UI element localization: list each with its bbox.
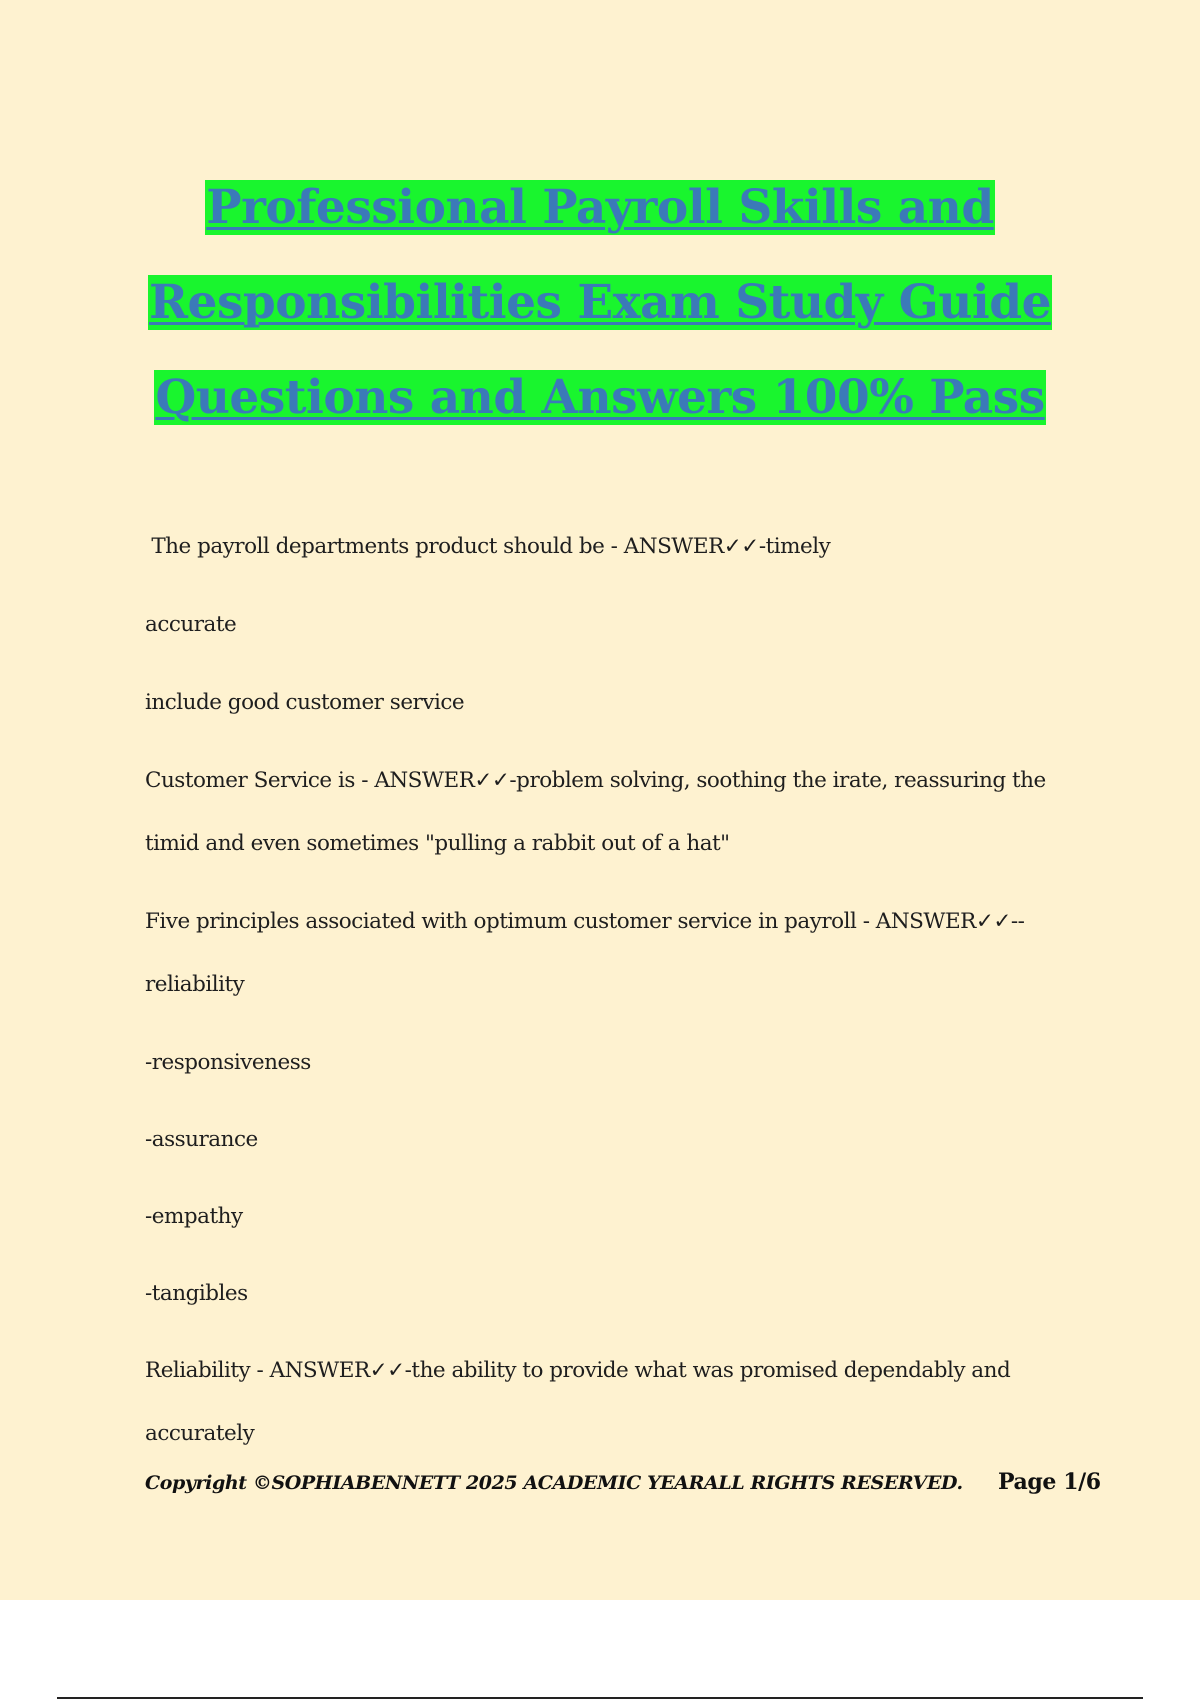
paragraph-tangibles: -tangibles: [145, 1281, 248, 1306]
paragraph-reliability: reliability: [145, 972, 245, 997]
bottom-divider: [57, 1697, 1143, 1699]
paragraph-responsiveness: -responsiveness: [145, 1050, 311, 1075]
paragraph-assurance: -assurance: [145, 1127, 258, 1152]
title-line-1: Professional Payroll Skills and: [206, 180, 994, 235]
paragraph-answer-accurate: accurate: [145, 612, 237, 637]
title-line-2: Responsibilities Exam Study Guide: [148, 275, 1052, 330]
paragraph-empathy: -empathy: [145, 1204, 243, 1229]
paragraph-question-1: The payroll departments product should be - ANSWER✓✓-timely: [145, 534, 831, 559]
paragraph-question-3: Five principles associated with optimum customer service in payroll - ANSWER✓✓--: [145, 909, 1025, 934]
paragraph-question-2: Customer Service is - ANSWER✓✓-problem solving, soothing the irate, reassuring the: [145, 768, 1046, 793]
document-title: [0, 160, 1200, 445]
paragraph-question-2-cont: timid and even sometimes "pulling a rabbit out of a hat": [145, 831, 730, 856]
footer-page-number: Page 1/6: [998, 1469, 1101, 1495]
paragraph-answer-customer-service: include good customer service: [145, 690, 465, 715]
paragraph-question-4-cont: accurately: [145, 1421, 255, 1446]
paragraph-question-4: Reliability - ANSWER✓✓-the ability to provide what was promised dependably and: [145, 1358, 1011, 1383]
title-line-3: Questions and Answers 100% Pass: [155, 370, 1045, 425]
footer-copyright: Copyright ©SOPHIABENNETT 2025 ACADEMIC YEARALL RIGHTS RESERVED.: [145, 1472, 963, 1494]
